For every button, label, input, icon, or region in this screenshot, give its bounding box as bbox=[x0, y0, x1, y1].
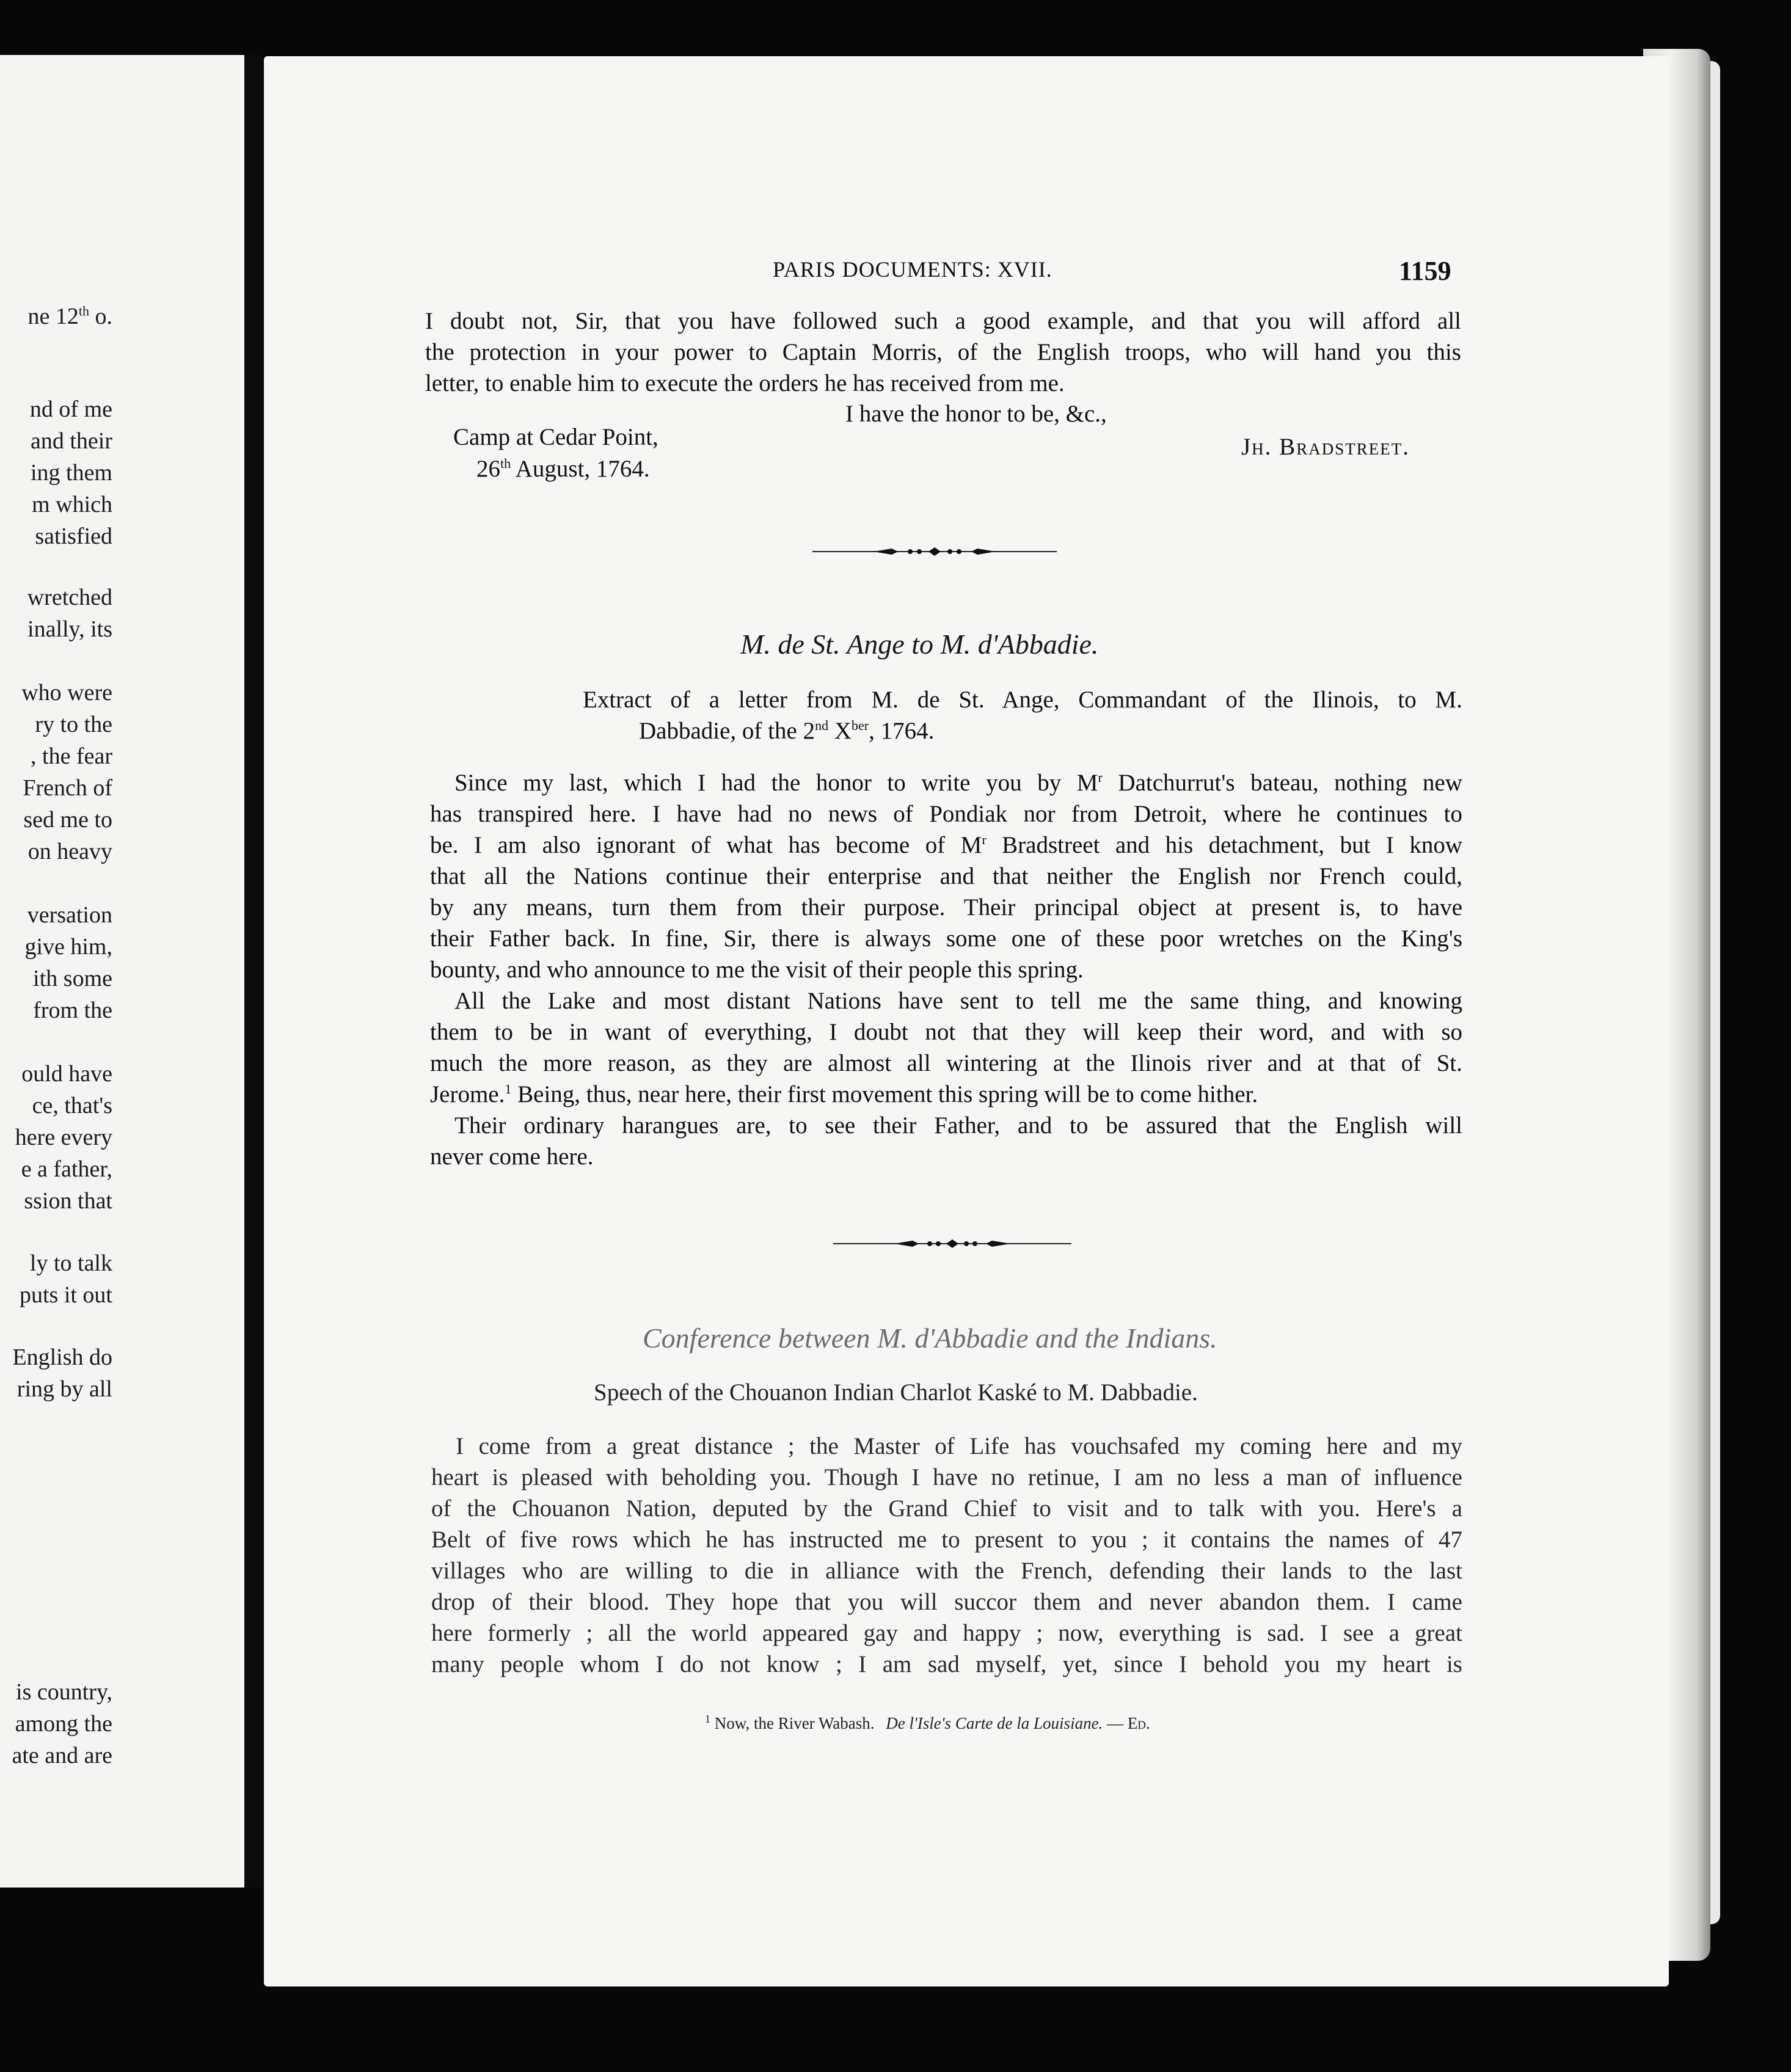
left-page-line: ing them bbox=[30, 460, 112, 486]
left-page-line: ould have bbox=[21, 1061, 112, 1087]
conference-speech-body bbox=[431, 1431, 1462, 1680]
letter-signature: Jh. Bradstreet. bbox=[1241, 434, 1410, 460]
left-page-line: ate and are bbox=[12, 1743, 112, 1768]
bradstreet-letter-body bbox=[425, 305, 1461, 399]
footnote-ref: 1 bbox=[505, 1081, 512, 1096]
date-day: 26 bbox=[476, 456, 500, 482]
left-page-line: nd of me bbox=[29, 396, 112, 422]
text-line: much the more reason, as they are almost all wintering at the Ilinois river and at that of St. bbox=[430, 1050, 1462, 1076]
text-line: has transpired here. I have had no news of Pondiak nor from Detroit, where he continues to bbox=[430, 801, 1462, 827]
text-line: I doubt not, Sir, that you have followed such a good example, and that you will afford all bbox=[425, 308, 1461, 334]
running-title: PARIS DOCUMENTS: XVII. bbox=[773, 257, 1052, 282]
text-line: bounty, and who announce to me the visit of their people this spring. bbox=[430, 957, 1084, 983]
left-facing-page bbox=[0, 55, 252, 1888]
left-page-line: e a father, bbox=[21, 1156, 112, 1182]
left-page-line: inally, its bbox=[27, 616, 112, 642]
section-divider-ornament bbox=[812, 545, 1057, 558]
text-line: heart is pleased with beholding you. Though I have no retinue, I am no less a man of influence bbox=[431, 1464, 1462, 1490]
text-line: them to be in want of everything, I doubt not that they will keep their word, and with so bbox=[430, 1019, 1462, 1045]
left-page-line: here every bbox=[15, 1125, 112, 1150]
left-page-line: ry to the bbox=[35, 712, 112, 737]
footnote-source: De l'Isle's Carte de la Louisiane. bbox=[886, 1714, 1103, 1732]
left-page-line: wretched bbox=[27, 585, 112, 610]
left-page-line: sed me to bbox=[23, 807, 112, 833]
left-page-line: French of bbox=[23, 775, 112, 801]
text-line: villages who are willing to die in alliance with the French, defending their lands to the last bbox=[431, 1558, 1462, 1584]
book-gutter bbox=[244, 55, 263, 1888]
left-page-line: , the fear bbox=[31, 743, 112, 769]
section-divider-ornament bbox=[833, 1238, 1071, 1250]
left-page-line: ne 12th o. bbox=[27, 303, 112, 329]
text-line: Their ordinary harangues are, to see their Father, and to be assured that the English will bbox=[454, 1112, 1462, 1139]
text-line: be. I am also ignorant of what has become of $M^r$ Bradstreet and his detachment, but I know bbox=[430, 832, 1462, 858]
text-line: drop of their blood. They hope that you will succor them and never abandon them. I came bbox=[431, 1589, 1462, 1615]
left-page-line: ring by all bbox=[16, 1376, 112, 1402]
conference-title: Conference between M. d'Abbadie and the Indians. bbox=[643, 1322, 1217, 1354]
date-suffix: th bbox=[500, 456, 511, 471]
text-line: their Father back. In fine, Sir, there is always some one of these poor wretches on the King's bbox=[430, 925, 1462, 952]
conference-subtitle: Speech of the Chouanon Indian Charlot Kaské to M. Dabbadie. bbox=[594, 1379, 1198, 1406]
left-page-line: ce, that's bbox=[32, 1093, 112, 1118]
left-page-line: ith some bbox=[33, 966, 112, 991]
text-line: never come here. bbox=[430, 1144, 594, 1170]
text-line: Jerome.$^1$ Being, thus, near here, their first movement this spring will be to come hither. bbox=[430, 1081, 1258, 1107]
left-page-line: on heavy bbox=[27, 839, 112, 864]
text-line: by any means, turn them from their purpose. Their principal object at present is, to have bbox=[430, 894, 1462, 921]
left-page-line: from the bbox=[33, 998, 112, 1023]
text-line: Dabbadie, of the 2nd $X^{ber}$, 1764. bbox=[639, 718, 935, 744]
text-line: Extract of a letter from M. de St. Ange, Commandant of the Ilinois, to M. bbox=[583, 687, 1462, 713]
letter-intro bbox=[583, 684, 1462, 746]
text-line: here formerly ; all the world appeared gay and happy ; now, everything is sad. I see a great bbox=[431, 1620, 1462, 1646]
footnote-text: Now, the River Wabash. bbox=[714, 1714, 875, 1732]
text-line: Belt of five rows which he has instructed me to present to you ; it contains the names of 47 bbox=[431, 1527, 1462, 1553]
footnote-marker: 1 bbox=[705, 1713, 710, 1725]
text-line: Since my last, which I had the honor to write you by $M^r$ Datchurrut's bateau, nothing new bbox=[454, 770, 1463, 796]
left-page-line: among the bbox=[15, 1711, 112, 1737]
left-page-line: m which bbox=[32, 492, 112, 517]
text-line: that all the Nations continue their enterprise and that neither the English nor French could, bbox=[430, 863, 1462, 889]
left-page-line: give him, bbox=[24, 934, 112, 960]
left-page-line: ssion that bbox=[24, 1188, 112, 1214]
left-page-line: English do bbox=[12, 1344, 112, 1370]
page-number: 1159 bbox=[1399, 256, 1451, 286]
text-line: many people whom I do not know ; I am sad myself, yet, since I behold you my heart is bbox=[431, 1651, 1462, 1677]
letter-date bbox=[476, 453, 650, 484]
footnote-editor: — Ed. bbox=[1107, 1714, 1150, 1732]
left-page-line: versation bbox=[27, 902, 112, 928]
left-page-line: ly to talk bbox=[29, 1250, 112, 1276]
footnote bbox=[705, 1714, 1150, 1733]
left-page-line: who were bbox=[21, 680, 112, 706]
text-line: All the Lake and most distant Nations have sent to tell me the same thing, and knowing bbox=[454, 988, 1462, 1014]
text-line: the protection in your power to Captain Morris, of the English troops, who will hand you this bbox=[425, 339, 1461, 365]
left-page-line: and their bbox=[30, 428, 112, 454]
letter-title: M. de St. Ange to M. d'Abbadie. bbox=[740, 629, 1099, 660]
left-page-line: puts it out bbox=[19, 1282, 112, 1308]
text-line: letter, to enable him to execute the orders he has received from me. bbox=[425, 370, 1065, 396]
letter-closing: I have the honor to be, &c., bbox=[845, 401, 1107, 427]
text-line: I come from a great distance ; the Master of Life has vouchsafed my coming here and my bbox=[456, 1433, 1462, 1459]
left-page-line: satisfied bbox=[35, 523, 112, 549]
date-rest: August, 1764. bbox=[515, 456, 650, 482]
st-ange-letter-body bbox=[430, 767, 1462, 1172]
text-line: of the Chouanon Nation, deputed by the Grand Chief to visit and to talk with you. Here's a bbox=[431, 1495, 1462, 1522]
left-page-line: is country, bbox=[16, 1679, 112, 1705]
letter-place: Camp at Cedar Point, bbox=[453, 424, 658, 450]
